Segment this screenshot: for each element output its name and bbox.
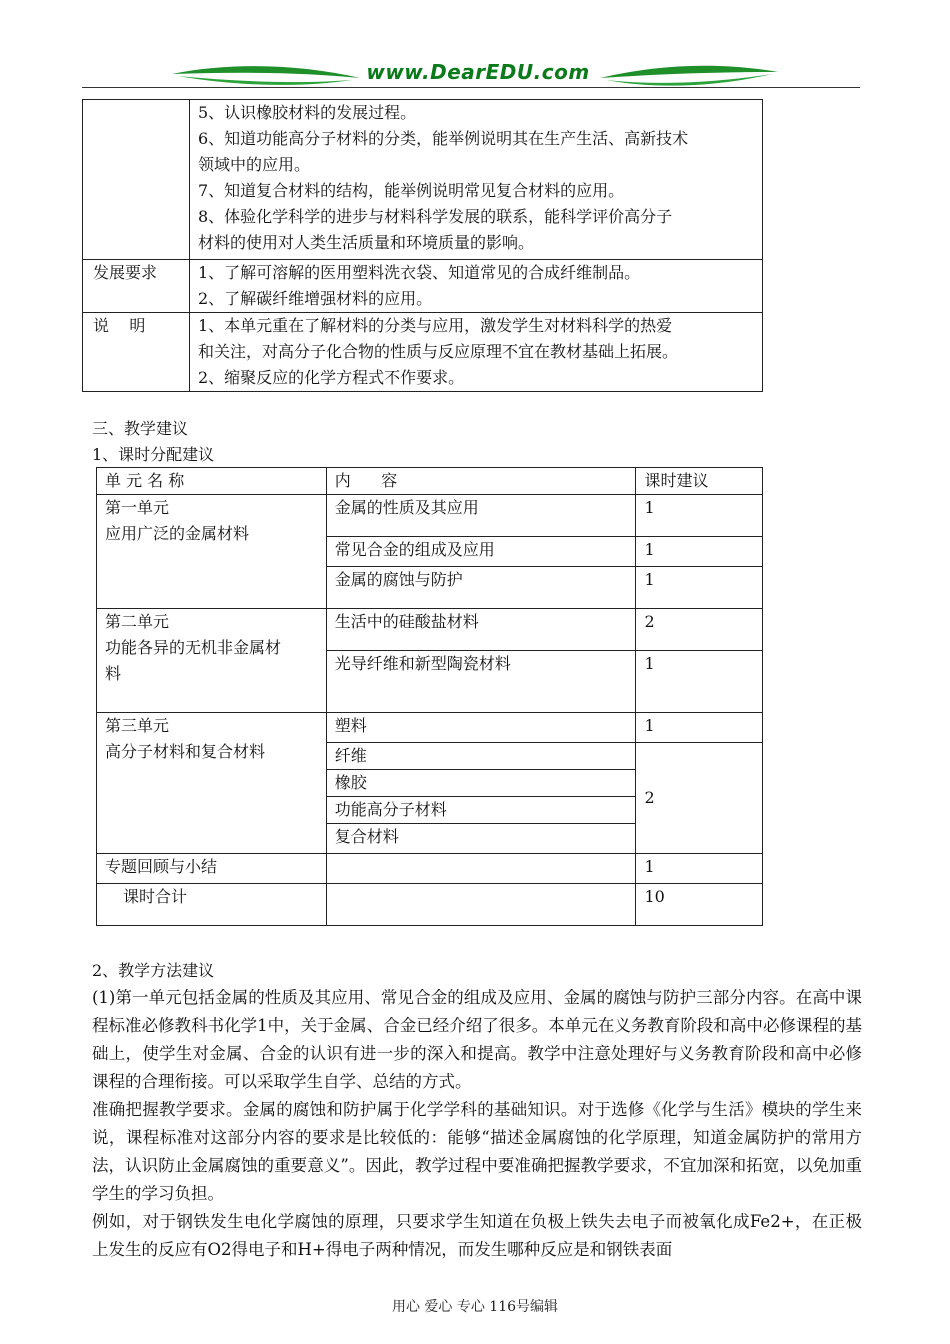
subsection-heading: 2、教学方法建议 xyxy=(92,961,215,980)
unit-name: 高分子材料和复合材料 xyxy=(105,742,266,761)
column-header: 内 容 xyxy=(326,468,636,495)
unit-cell xyxy=(97,495,327,609)
section-heading: 三、教学建议 xyxy=(92,419,189,438)
unit-number: 第二单元 xyxy=(105,612,170,631)
content-cell: 橡胶 xyxy=(326,770,636,797)
text-line: 5、认识橡胶材料的发展过程。 xyxy=(198,103,417,122)
table-row xyxy=(83,100,763,260)
hours-cell: 1 xyxy=(636,651,763,713)
subsection-heading: 1、课时分配建议 xyxy=(92,445,215,464)
table-row xyxy=(97,854,763,884)
column-header: 单 元 名 称 xyxy=(97,468,327,495)
hours-cell: 2 xyxy=(636,609,763,651)
row-label xyxy=(83,100,190,260)
row-content xyxy=(190,313,763,392)
unit-number: 第一单元 xyxy=(105,498,170,517)
hours-cell: 1 xyxy=(636,537,763,567)
requirements-table xyxy=(82,99,763,392)
content-cell: 塑料 xyxy=(326,713,636,743)
text-line: 6、知道功能高分子材料的分类，能举例说明其在生产生活、高新技术 xyxy=(198,129,689,148)
content-cell: 纤维 xyxy=(326,743,636,770)
content-cell: 光导纤维和新型陶瓷材料 xyxy=(326,651,636,713)
row-label: 发展要求 xyxy=(83,260,190,313)
text-line: 材料的使用对人类生活质量和环境质量的影响。 xyxy=(198,233,535,252)
content-cell: 金属的腐蚀与防护 xyxy=(326,567,636,609)
paragraph: 准确把握教学要求。金属的腐蚀和防护属于化学学科的基础知识。对于选修《化学与生活》模块的学生来说，课程标准对这部分内容的要求是比较低的：能够“描述金属腐蚀的化学原理，知道金属防护的常用方法，认识防止金属腐蚀的重要意义”。因此，教学过程中要准确把握教学要求，不宜加深和拓宽，以免加重学生的学习负担。 xyxy=(92,1100,862,1203)
content-cell: 常见合金的组成及应用 xyxy=(326,537,636,567)
total-label-text: 课时合计 xyxy=(123,887,188,906)
row-label-text: 说 明 xyxy=(93,316,146,335)
text-line: 1、本单元重在了解材料的分类与应用，激发学生对材料科学的热爱 xyxy=(198,316,673,335)
content-cell: 金属的性质及其应用 xyxy=(326,495,636,537)
content-cell: 生活中的硅酸盐材料 xyxy=(326,609,636,651)
hours-cell: 10 xyxy=(636,884,763,926)
table-row xyxy=(97,609,763,651)
site-header xyxy=(0,52,950,98)
text-line: 2、缩聚反应的化学方程式不作要求。 xyxy=(198,368,465,387)
site-url[interactable]: www.DearEDU.com xyxy=(366,60,590,84)
hours-cell: 1 xyxy=(636,854,763,884)
unit-name: 功能各异的无机非金属材 xyxy=(105,638,282,657)
text-line: 和关注，对高分子化合物的性质与反应原理不宜在教材基础上拓展。 xyxy=(198,342,679,361)
table-row xyxy=(83,260,763,313)
text-line: 2、了解碳纤维增强材料的应用。 xyxy=(198,289,433,308)
hours-cell: 1 xyxy=(636,495,763,537)
hours-cell xyxy=(636,743,763,854)
header-divider xyxy=(82,87,860,88)
unit-cell xyxy=(97,609,327,713)
hours-cell: 1 xyxy=(636,567,763,609)
content-cell: 复合材料 xyxy=(326,824,636,854)
row-content xyxy=(190,100,763,260)
content-cell xyxy=(326,884,636,926)
column-header: 课时建议 xyxy=(636,468,763,495)
row-label xyxy=(83,313,190,392)
paragraph: (1)第一单元包括金属的性质及其应用、常见合金的组成及应用、金属的腐蚀与防护三部分内容。在高中课程标准必修教科书化学1中，关于金属、合金已经介绍了很多。本单元在义务教育阶段和高中必修课程的基础上，使学生对金属、合金的认识有进一步的深入和提高。教学中注意处理好与义务教育阶段和高中必修课程的合理衔接。可以采取学生自学、总结的方式。 xyxy=(92,988,862,1091)
table-row xyxy=(97,884,763,926)
hours-table xyxy=(96,467,763,926)
content-cell: 功能高分子材料 xyxy=(326,797,636,824)
page-footer: 用心 爱心 专心 116号编辑 xyxy=(391,1299,559,1315)
unit-cell xyxy=(97,713,327,854)
content-cell xyxy=(326,854,636,884)
unit-name: 应用广泛的金属材料 xyxy=(105,524,250,543)
text-line: 8、体验化学科学的进步与材料科学发展的联系，能科学评价高分子 xyxy=(198,207,673,226)
hours-cell: 1 xyxy=(636,713,763,743)
paragraph: 例如，对于钢铁发生电化学腐蚀的原理，只要求学生知道在负极上铁失去电子而被氧化成Fe2+，在正极上发生的反应有O2得电子和H+得电子两种情况，而发生哪种反应是和钢铁表面 xyxy=(92,1212,862,1259)
table-header-row xyxy=(97,468,763,495)
table-row xyxy=(97,495,763,537)
unit-name: 料 xyxy=(105,664,122,683)
table-row xyxy=(97,713,763,743)
text-line: 1、了解可溶解的医用塑料洗衣袋、知道常见的合成纤维制品。 xyxy=(198,263,641,282)
total-label xyxy=(97,884,327,926)
unit-number: 第三单元 xyxy=(105,716,170,735)
table-row xyxy=(83,313,763,392)
hours-value: 2 xyxy=(644,788,655,807)
text-line: 7、知道复合材料的结构，能举例说明常见复合材料的应用。 xyxy=(198,181,625,200)
body-text xyxy=(92,984,862,1264)
row-content xyxy=(190,260,763,313)
review-label: 专题回顾与小结 xyxy=(97,854,327,884)
text-line: 领域中的应用。 xyxy=(198,155,311,174)
